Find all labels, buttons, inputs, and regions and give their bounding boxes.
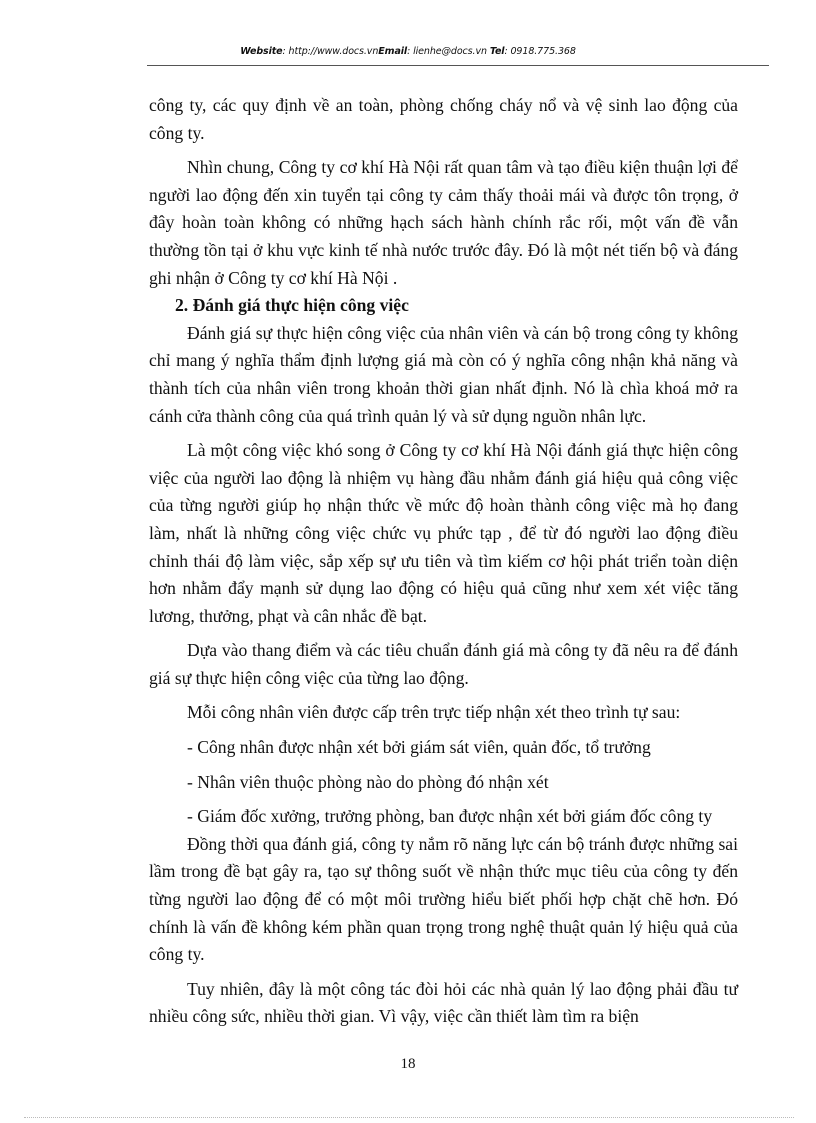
page-number: 18 — [400, 1056, 416, 1072]
email-value: : lienhe@docs.vn — [407, 46, 487, 57]
paragraph: Đồng thời qua đánh giá, công ty nắm rõ năng lực cán bộ tránh được những sai lầm trong đề bạt gây ra, tạo sự thông suốt về nhận thức mục tiêu của công ty đến từng người lao động để có một môi trường hiểu biết phối hợp chặt chẽ hơn. Đó chính là vấn đề không kém phần quan trọng trong nghệ thuật quản lý hiệu quả của công ty. — [149, 833, 738, 965]
paragraph: Là một công việc khó song ở Công ty cơ khí Hà Nội đánh giá thực hiện công việc của người lao động là nhiệm vụ hàng đầu nhằm đánh giá hiệu quả công việc của từng người giúp họ nhận thức về mức độ hoàn thành công việc mà họ đang làm, nhất là những công việc chức vụ phức tạp , để từ đó người lao động điều chỉnh thái độ làm việc, sắp xếp sự ưu tiên và tìm kiếm cơ hội phát triển toàn diện hơn nhằm đẩy mạnh sử dụng lao động có hiệu quả cũng như xem xét việc tăng lương, thưởng, phạt và cân nhắc đề bạt. — [149, 440, 738, 626]
paragraph: Nhìn chung, Công ty cơ khí Hà Nội rất quan tâm và tạo điều kiện thuận lợi để người lao động đến xin tuyển tại công ty cảm thấy thoải mái và được tôn trọng, ở đây hoàn toàn không có những hạch sách hành chính rắc rối, một vấn đề vẫn thường tồn tại ở khu vực kinh tế nhà nước trước đây. Đó là một nét tiến bộ và đáng ghi nhận ở Công ty cơ khí Hà Nội . — [149, 157, 738, 288]
page-header — [0, 46, 816, 57]
tel-value: : 0918.775.368 — [504, 46, 576, 57]
paragraph: công ty, các quy định về an toàn, phòng chống cháy nổ và vệ sinh lao động của công ty. — [149, 95, 738, 143]
paragraph: Đánh giá sự thực hiện công việc của nhân viên và cán bộ trong công ty không chỉ mang ý nghĩa thẩm định lượng giá mà còn có ý nghĩa công nhận khả năng và thành tích của nhân viên trong khoản thời gian nhất định. Nó là chìa khoá mở ra cánh cửa thành công của quá trình quản lý và sử dụng nguồn nhân lực. — [149, 322, 738, 426]
paragraph: Mỗi công nhân viên được cấp trên trực tiếp nhận xét theo trình tự sau: — [187, 702, 681, 723]
list-item: - Giám đốc xưởng, trưởng phòng, ban được nhận xét bởi giám đốc công ty — [187, 806, 713, 827]
paragraph: Tuy nhiên, đây là một công tác đòi hỏi các nhà quản lý lao động phải đầu tư nhiều công sức, nhiều thời gian. Vì vậy, việc cần thiết làm tìm ra biện — [149, 978, 738, 1027]
email-label: Email — [378, 46, 408, 57]
section-heading: 2. Đánh giá thực hiện công việc — [175, 295, 409, 316]
website-label: Website — [240, 46, 283, 57]
list-item: - Nhân viên thuộc phòng nào do phòng đó nhận xét — [187, 771, 549, 792]
list-item: - Công nhân được nhận xét bởi giám sát viên, quản đốc, tổ trưởng — [187, 737, 651, 758]
tel-label: Tel — [489, 46, 505, 57]
bottom-dotted-border — [24, 1117, 794, 1118]
page-body — [149, 92, 738, 1031]
paragraph: Dựa vào thang điểm và các tiêu chuẩn đánh giá mà công ty đã nêu ra để đánh giá sự thực hiện công việc của từng lao động. — [149, 640, 738, 688]
website-value: : http://www.docs.vn — [282, 46, 379, 57]
header-divider — [147, 65, 769, 66]
